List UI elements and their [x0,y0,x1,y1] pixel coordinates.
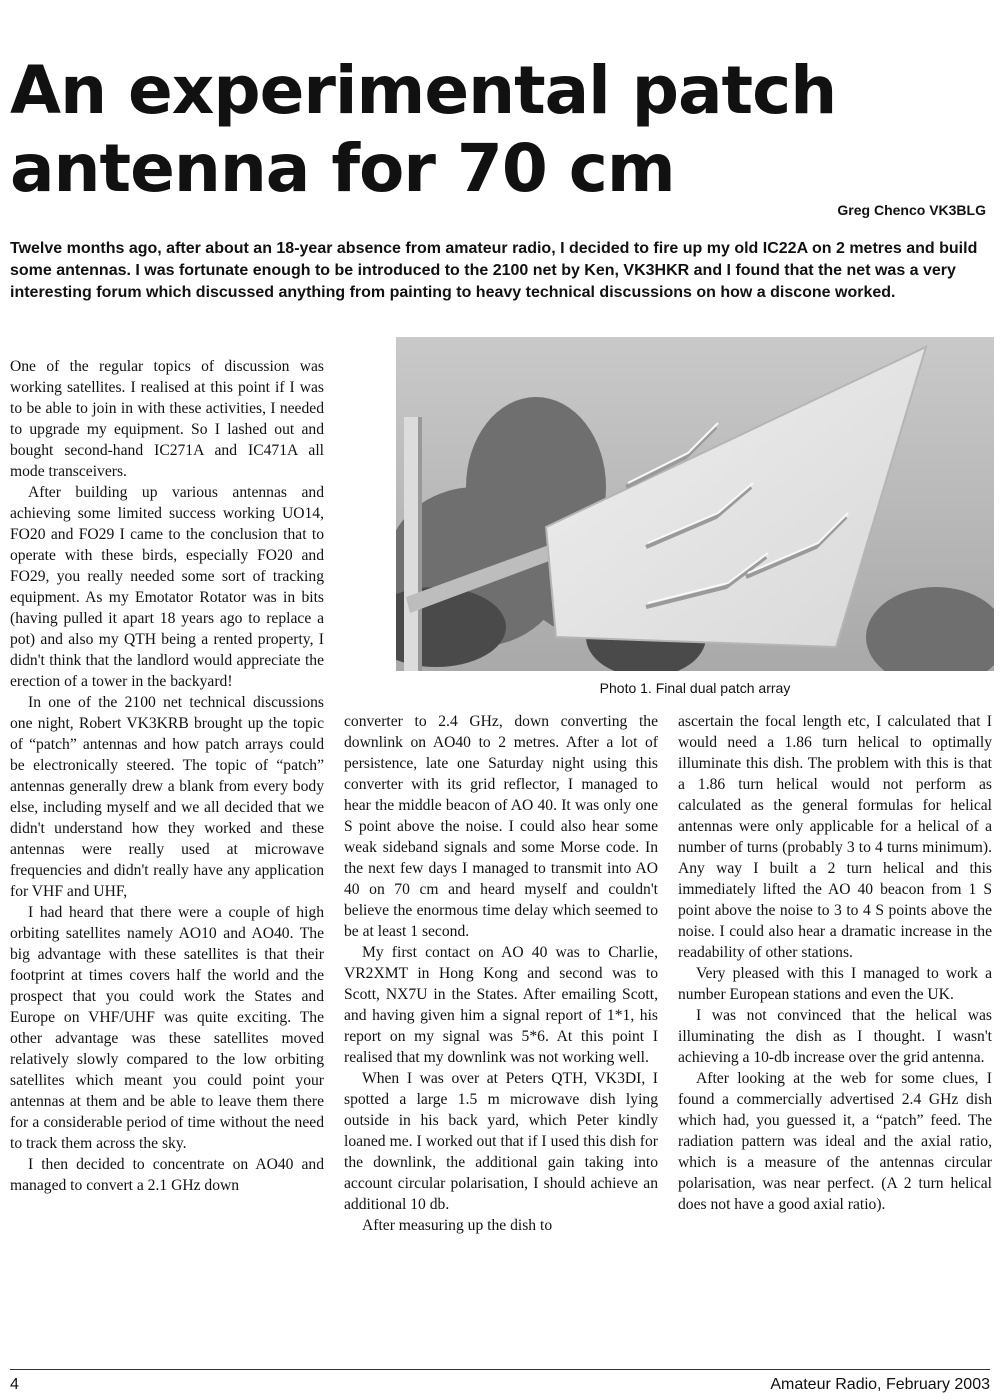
patch-array-photo [396,337,994,671]
column-1 [10,356,324,1196]
col1-paragraph-2: After building up various antennas and achieving some limited success working UO14, FO20 and FO29 I came to the conclusion that to operate with these birds, especially FO20 and FO29, you really needed some sort of tracking equipment. As my Emotator Rotator was in bits (having pulled it apart 18 years ago to replace a pot) and also my QTH being a rented property, I didn't think that the landlord would appreciate the erection of a tower in the backyard! [10,484,324,690]
page-number: 4 [10,1376,19,1393]
col1-paragraph-1: One of the regular topics of discussion was working satellites. I realised at this point if I was to be able to join in with these activities, I needed to upgrade my equipment. So I lashed out and bought second-hand IC271A and IC471A all mode transceivers. [10,358,324,480]
article-title: An experimental patch antenna for 70 cm [10,52,837,207]
lead-paragraph: Twelve months ago, after about an 18-year absence from amateur radio, I decided to fire up my old IC22A on 2 metres and build some antennas. I was fortunate enough to be introduced to the 2100 net by Ken, VK3HKR and I found that the net was a very interesting forum which discussed anything from painting to heavy technical discussions on how a discone worked. [10,240,978,301]
col1-paragraph-3: In one of the 2100 net technical discussions one night, Robert VK3KRB brought up the topic of “patch” antennas and how patch arrays could be electronically steered. The topic of “patch” antennas generally drew a blank from every body else, including myself and we all decided that we didn't understand how they worked and these antennas were really used at microwave frequencies and didn't really have any application for VHF and UHF, [10,694,324,900]
col1-paragraph-5: I then decided to concentrate on AO40 and managed to convert a 2.1 GHz down [10,1156,324,1194]
col3-paragraph-2: Very pleased with this I managed to work a number European stations and even the UK. [678,965,992,1003]
col2-paragraph-3: When I was over at Peters QTH, VK3DI, I spotted a large 1.5 m microwave dish lying outside in his back yard, which Peter kindly loaned me. I worked out that if I used this dish for the downlink, the additional gain taking into account circular polarisation, I should achieve an additional 10 db. [344,1070,658,1213]
col3-paragraph-3: I was not convinced that the helical was illuminating the dish as I thought. I wasn't achieving a 10-db increase over the grid antenna. [678,1007,992,1066]
photo-caption: Photo 1. Final dual patch array [599,680,791,696]
col2-paragraph-4: After measuring up the dish to [362,1217,553,1234]
column-3 [678,711,992,1215]
col2-paragraph-2: My first contact on AO 40 was to Charlie, VR2XMT in Hong Kong and second was to Scott, NX7U in the States. After emailing Scott, and having given him a signal report of 1*1, his report on my signal was 5*6. At this point I realised that my downlink was not working well. [344,944,658,1066]
footer-rule [10,1369,990,1370]
column-2 [344,711,658,1236]
col3-paragraph-4: After looking at the web for some clues, I found a commercially advertised 2.4 GHz dish which had, you guessed it, a “patch” feed. The radiation pattern was ideal and the axial ratio, which is a measure of the antennas circular polarisation, was near perfect. (A 2 turn helical does not have a good axial ratio). [678,1070,992,1213]
magazine-issue: Amateur Radio, February 2003 [770,1376,990,1393]
author-byline: Greg Chenco VK3BLG [837,202,986,218]
col1-paragraph-4: I had heard that there were a couple of high orbiting satellites namely AO10 and AO40. The big advantage with these satellites is that their footprint at times covers half the world and the prospect that you could work the States and Europe on VHF/UHF was quite exciting. The other advantage was these satellites moved relatively slowly compared to the low orbiting satellites which meant you could point your antennas at them and be able to leave them there for a considerable period of time without the need to track them across the sky. [10,904,324,1152]
col2-paragraph-1: converter to 2.4 GHz, down converting the downlink on AO40 to 2 metres. After a lot of persistence, late one Saturday night using this converter with its grid reflector, I managed to hear the middle beacon of AO 40. It was only one S point above the noise. I could also hear some weak sideband signals and some Morse code. In the next few days I managed to transmit into AO 40 on 70 cm and heard myself and couldn't believe the enormous time delay which seemed to be at least 1 second. [344,713,658,940]
col3-paragraph-1: ascertain the focal length etc, I calculated that I would need a 1.86 turn helical to optimally illuminate this dish. The problem with this is that a 1.86 turn helical would not perform as calculated as the general formulas for helical antennas were only applicable for a helical of a number of turns (probably 3 to 4 turns minimum). Any way I built a 2 turn helical and this immediately lifted the AO 40 beacon from 1 S point above the noise to 3 to 4 S points above the noise. I could also hear a dramatic increase in the readability of other stations. [678,713,992,961]
